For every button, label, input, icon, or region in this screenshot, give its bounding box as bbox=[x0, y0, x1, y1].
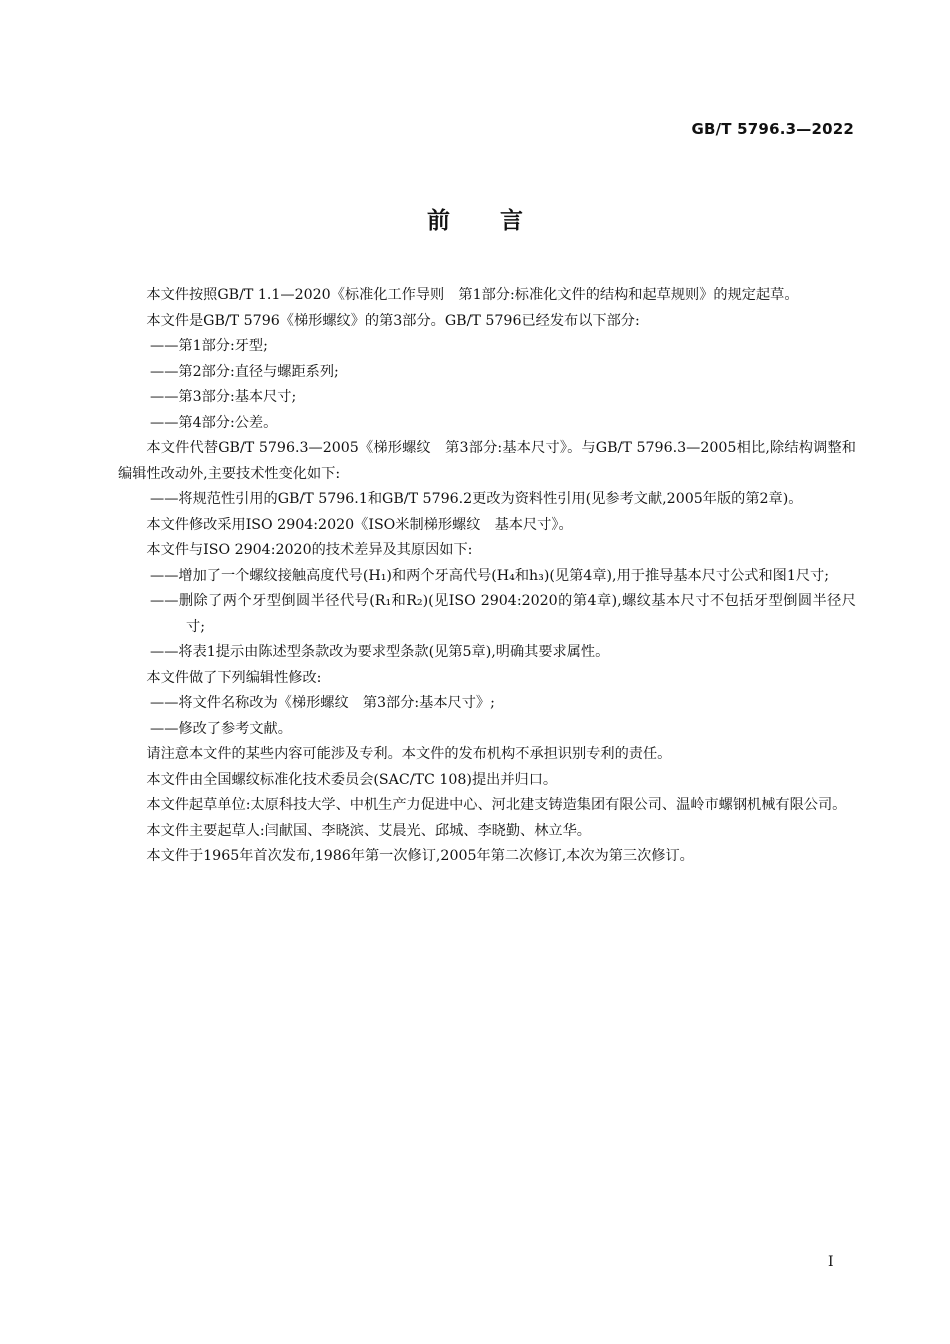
preface-body bbox=[118, 283, 856, 870]
list-item: ——第4部分:公差。 bbox=[150, 414, 278, 431]
list-item: ——将表1提示由陈述型条款改为要求型条款(见第5章),明确其要求属性。 bbox=[150, 644, 610, 660]
list-item: ——将文件名称改为《梯形螺纹 第3部分:基本尺寸》; bbox=[150, 695, 495, 711]
paragraph: 本文件与ISO 2904:2020的技术差异及其原因如下: bbox=[146, 542, 473, 558]
list-item: ——第1部分:牙型; bbox=[150, 338, 268, 354]
page-number: I bbox=[828, 1254, 834, 1270]
paragraph: 本文件做了下列编辑性修改: bbox=[146, 669, 322, 686]
paragraph: 本文件修改采用ISO 2904:2020《ISO米制梯形螺纹 基本尺寸》。 bbox=[146, 516, 573, 533]
list-item: ——将规范性引用的GB/T 5796.1和GB/T 5796.2更改为资料性引用(见参考文献,2005年版的第2章)。 bbox=[150, 491, 803, 507]
paragraph: 本文件起草单位:太原科技大学、中机生产力促进中心、河北建支铸造集团有限公司、温岭市螺钢机械有限公司。 bbox=[146, 797, 847, 813]
list-item: ——修改了参考文献。 bbox=[150, 720, 292, 737]
paragraph: 本文件代替GB/T 5796.3—2005《梯形螺纹 第3部分:基本尺寸》。与GB/T 5796.3—2005相比,除结构调整和编辑性改动外,主要技术性变化如下: bbox=[118, 440, 856, 482]
paragraph: 本文件是GB/T 5796《梯形螺纹》的第3部分。GB/T 5796已经发布以下部分: bbox=[146, 312, 640, 329]
paragraph: 本文件由全国螺纹标准化技术委员会(SAC/TC 108)提出并归口。 bbox=[146, 771, 558, 788]
page-title: 前言 bbox=[427, 208, 573, 234]
paragraph: 本文件按照GB/T 1.1—2020《标准化工作导则 第1部分:标准化文件的结构和起草规则》的规定起草。 bbox=[146, 287, 799, 303]
paragraph: 本文件主要起草人:闫献国、李晓滨、艾晨光、邱城、李晓勤、林立华。 bbox=[146, 822, 591, 839]
standard-number: GB/T 5796.3—2022 bbox=[691, 120, 854, 138]
list-item: ——第2部分:直径与螺距系列; bbox=[150, 363, 339, 380]
list-item: ——删除了两个牙型倒圆半径代号(R₁和R₂)(见ISO 2904:2020的第4章),螺纹基本尺寸不包括牙型倒圆半径尺寸; bbox=[150, 593, 856, 635]
paragraph: 本文件于1965年首次发布,1986年第一次修订,2005年第二次修订,本次为第三次修订。 bbox=[146, 848, 694, 864]
list-item: ——第3部分:基本尺寸; bbox=[150, 389, 297, 405]
list-item: ——增加了一个螺纹接触高度代号(H₁)和两个牙高代号(H₄和h₃)(见第4章),用于推导基本尺寸公式和图1尺寸; bbox=[150, 567, 830, 584]
paragraph: 请注意本文件的某些内容可能涉及专利。本文件的发布机构不承担识别专利的责任。 bbox=[146, 746, 672, 762]
